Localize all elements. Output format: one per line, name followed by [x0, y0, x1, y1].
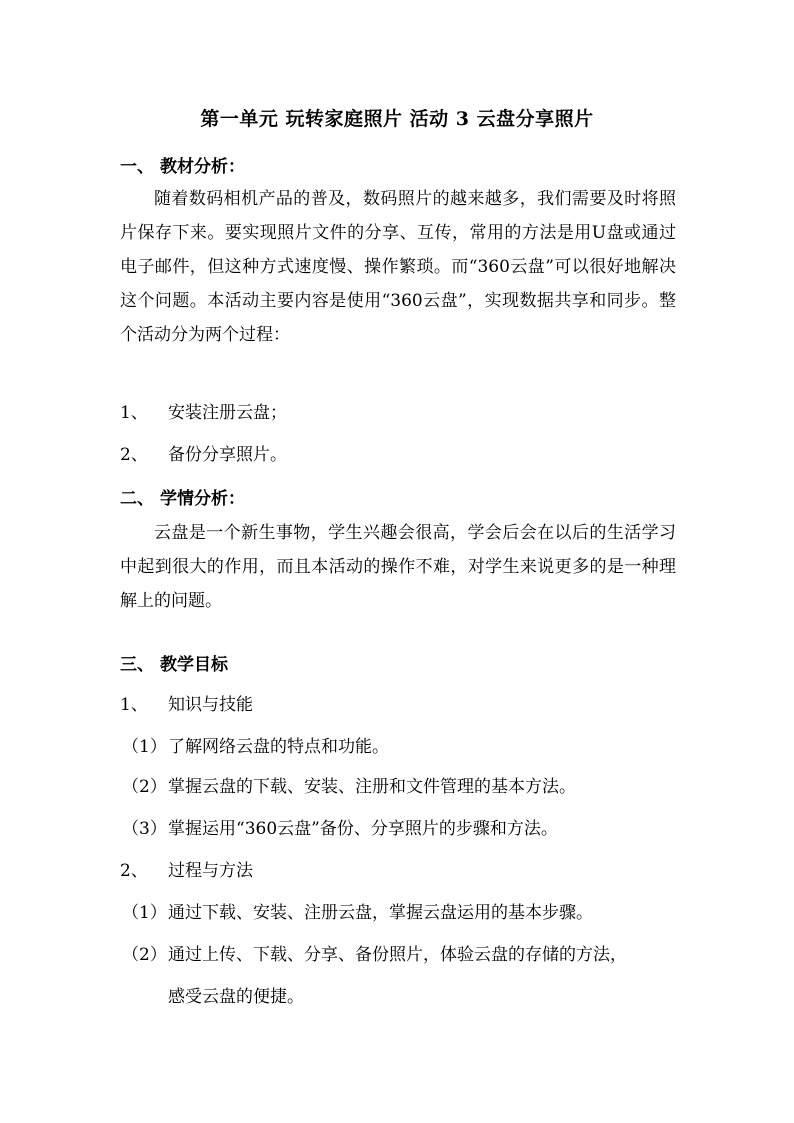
group-text: 过程与方法	[168, 861, 253, 881]
document-title: 第一单元 玩转家庭照片 活动 3 云盘分享照片	[200, 108, 594, 130]
section-heading-1	[120, 152, 245, 177]
point-number: （2）	[122, 777, 167, 797]
objective-point	[122, 772, 576, 797]
list-item-number: 1、	[120, 403, 148, 423]
objective-point	[122, 898, 593, 923]
point-text: 掌握运用“360云盘”备份、分享照片的步骤和方法。	[168, 819, 558, 839]
point-text: 通过上传、下载、分享、备份照片，体验云盘的存储的方法，	[168, 945, 627, 965]
section-heading-text: 教学目标	[160, 655, 228, 675]
section-number: 二、	[120, 489, 154, 509]
point-text: 通过下载、安装、注册云盘，掌握云盘运用的基本步骤。	[168, 903, 593, 923]
section-number: 一、	[120, 157, 154, 177]
objective-point	[122, 814, 558, 839]
section-heading-text: 学情分析：	[160, 489, 245, 509]
point-number: （1）	[122, 737, 167, 757]
group-number: 2、	[120, 861, 148, 881]
section-heading-2	[120, 484, 245, 509]
list-item-text: 备份分享照片。	[168, 445, 287, 465]
objective-group	[120, 856, 253, 881]
list-item-text: 安装注册云盘；	[168, 403, 287, 423]
objective-point	[122, 732, 389, 757]
group-text: 知识与技能	[168, 695, 253, 715]
objective-point-continuation: 感受云盘的便捷。	[168, 987, 304, 1007]
objective-point	[122, 940, 627, 965]
group-number: 1、	[120, 695, 148, 715]
list-item	[120, 398, 287, 423]
objective-group	[120, 690, 253, 715]
section-heading-3	[120, 650, 228, 675]
point-number: （2）	[122, 945, 167, 965]
point-text: 了解网络云盘的特点和功能。	[168, 737, 389, 757]
section-paragraph-1: 随着数码相机产品的普及，数码照片的越来越多，我们需要及时将照片保存下来。要实现照片文件的分享、互传，常用的方法是用U盘或通过电子邮件，但这种方式速度慢、操作繁琐。而“360云盘”可以很好地解决这个问题。本活动主要内容是使用“360云盘”，实现数据共享和同步。整个活动分为两个过程：	[120, 189, 676, 345]
point-number: （3）	[122, 819, 167, 839]
section-heading-text: 教材分析：	[160, 157, 245, 177]
point-number: （1）	[122, 903, 167, 923]
list-item-number: 2、	[120, 445, 148, 465]
section-number: 三、	[120, 655, 154, 675]
point-text: 掌握云盘的下载、安装、注册和文件管理的基本方法。	[168, 777, 576, 797]
list-item	[120, 440, 287, 465]
section-paragraph-2: 云盘是一个新生事物，学生兴趣会很高，学会后会在以后的生活学习中起到很大的作用，而且本活动的操作不难，对学生来说更多的是一种理解上的问题。	[120, 523, 676, 611]
